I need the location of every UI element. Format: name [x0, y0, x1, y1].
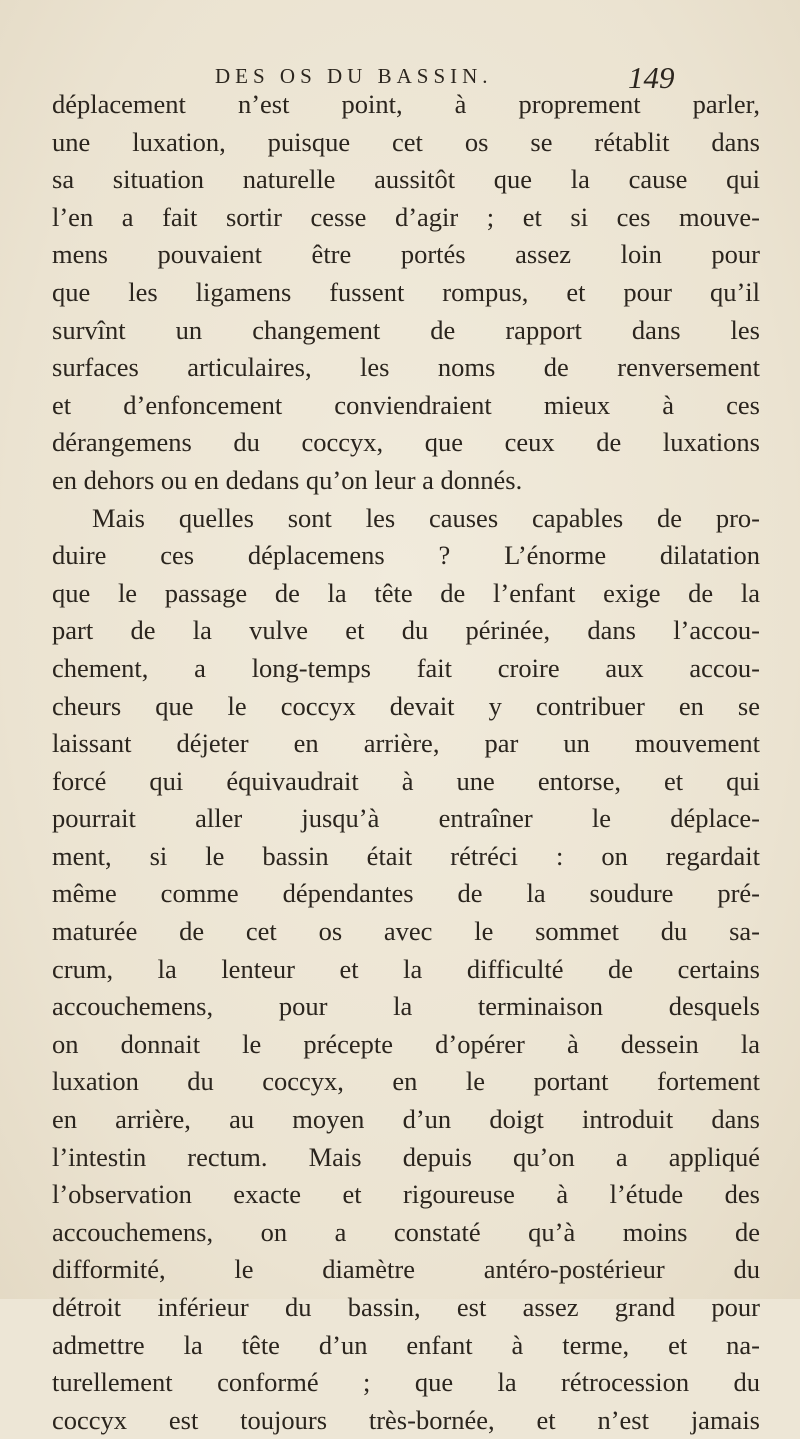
- text-line: sa situation naturelle aussitôt que la cause qui: [52, 164, 760, 195]
- text-line: luxation du coccyx, en le portant fortement: [52, 1066, 760, 1097]
- text-line: maturée de cet os avec le sommet du sa-: [52, 916, 760, 947]
- text-line: ment, si le bassin était rétréci : on regardait: [52, 840, 760, 871]
- text-line: en arrière, au moyen d’un doigt introduit dans: [52, 1104, 760, 1135]
- text-line: coccyx est toujours très-bornée, et n’est jamais: [52, 1404, 760, 1435]
- text-line: mens pouvaient être portés assez loin pour: [52, 239, 760, 270]
- body-text: [52, 86, 760, 1439]
- text-line: pourrait aller jusqu’à entraîner le déplace-: [52, 803, 760, 834]
- text-line: Mais quelles sont les causes capables de pro-: [92, 502, 760, 533]
- text-line: l’en a fait sortir cesse d’agir ; et si ces mouve-: [52, 201, 760, 232]
- text-line: survînt un changement de rapport dans les: [52, 314, 760, 345]
- text-line: crum, la lenteur et la difficulté de certains: [52, 953, 760, 984]
- text-line: l’observation exacte et rigoureuse à l’étude des: [52, 1179, 760, 1210]
- text-line: et d’enfoncement conviendraient mieux à ces: [52, 389, 760, 420]
- text-line: forcé qui équivaudrait à une entorse, et qui: [52, 765, 760, 796]
- text-line: laissant déjeter en arrière, par un mouvement: [52, 728, 760, 759]
- text-line: chement, a long-temps fait croire aux accou-: [52, 652, 760, 683]
- text-line: même comme dépendantes de la soudure pré-: [52, 878, 760, 909]
- text-line: surfaces articulaires, les noms de renversement: [52, 352, 760, 383]
- text-line: que les ligamens fussent rompus, et pour qu’il: [52, 276, 760, 307]
- page-number: 149: [628, 60, 675, 95]
- text-line: on donnait le précepte d’opérer à dessein la: [52, 1028, 760, 1059]
- text-line: que le passage de la tête de l’enfant exige de la: [52, 577, 760, 608]
- text-line: accouchemens, pour la terminaison desquels: [52, 991, 760, 1022]
- running-head-title: DES OS DU BASSIN.: [215, 64, 493, 88]
- text-line: accouchemens, on a constaté qu’à moins de: [52, 1216, 760, 1247]
- text-line: part de la vulve et du périnée, dans l’accou-: [52, 615, 760, 646]
- text-line: l’intestin rectum. Mais depuis qu’on a appliqué: [52, 1141, 760, 1172]
- text-line: en dehors ou en dedans qu’on leur a donnés.: [52, 464, 523, 495]
- text-line: déplacement n’est point, à proprement parler,: [52, 89, 760, 119]
- text-line: duire ces déplacemens ? L’énorme dilatation: [52, 540, 760, 571]
- text-line: détroit inférieur du bassin, est assez grand pour: [52, 1292, 760, 1322]
- text-line: dérangemens du coccyx, que ceux de luxations: [52, 427, 760, 458]
- text-line: turellement conformé ; que la rétrocession du: [52, 1367, 760, 1398]
- text-line: une luxation, puisque cet os se rétablit dans: [52, 126, 760, 157]
- text-line: cheurs que le coccyx devait y contribuer en se: [52, 690, 760, 721]
- text-line: difformité, le diamètre antéro-postérieur du: [52, 1254, 760, 1285]
- text-line: admettre la tête d’un enfant à terme, et na-: [52, 1329, 760, 1360]
